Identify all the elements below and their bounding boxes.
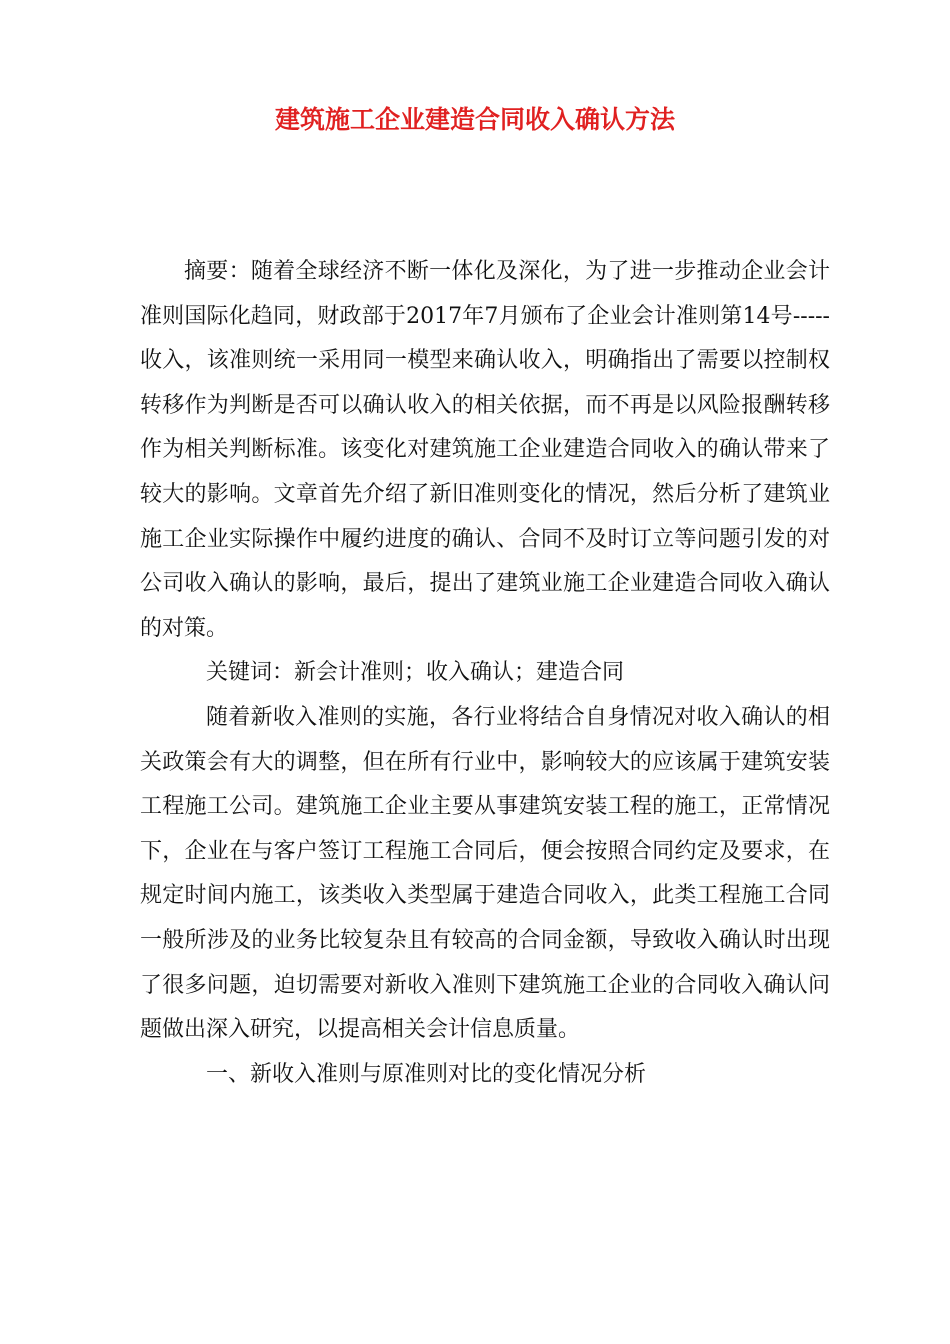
section-heading: 一、新收入准则与原准则对比的变化情况分析 [206, 1061, 647, 1087]
intro-paragraph: 随着新收入准则的实施，各行业将结合自身情况对收入确认的相关政策会有大的调整，但在所有行业中，影响较大的应该属于建筑安装工程施工公司。建筑施工企业主要从事建筑安装工程的施工，正常情况下，企业在与客户签订工程施工合同后，便会按照合同约定及要求，在规定时间内施工，该类收入类型属于建造合同收入，此类工程施工合同一般所涉及的业务比较复杂且有较高的合同金额，导致收入确认时出现了很多问题，迫切需要对新收入准则下建筑施工企业的合同收入确认问题做出深入研究，以提高相关会计信息质量。 [140, 704, 830, 1043]
document-title: 建筑施工企业建造合同收入确认方法 [274, 105, 675, 134]
document-body [140, 250, 830, 1097]
abstract-paragraph: 摘要：随着全球经济不断一体化及深化，为了进一步推动企业会计准则国际化趋同，财政部于2017年7月颁布了企业会计准则第14号-----收入，该准则统一采用同一模型来确认收入，明确指出了需要以控制权转移作为判断是否可以确认收入的相关依据，而不再是以风险报酬转移作为相关判断标准。该变化对建筑施工企业建造合同收入的确认带来了较大的影响。文章首先介绍了新旧准则变化的情况，然后分析了建筑业施工企业实际操作中履约进度的确认、合同不及时订立等问题引发的对公司收入确认的影响，最后，提出了建筑业施工企业建造合同收入确认的对策。 [140, 259, 830, 641]
keywords-paragraph: 关键词：新会计准则；收入确认；建造合同 [206, 660, 625, 686]
